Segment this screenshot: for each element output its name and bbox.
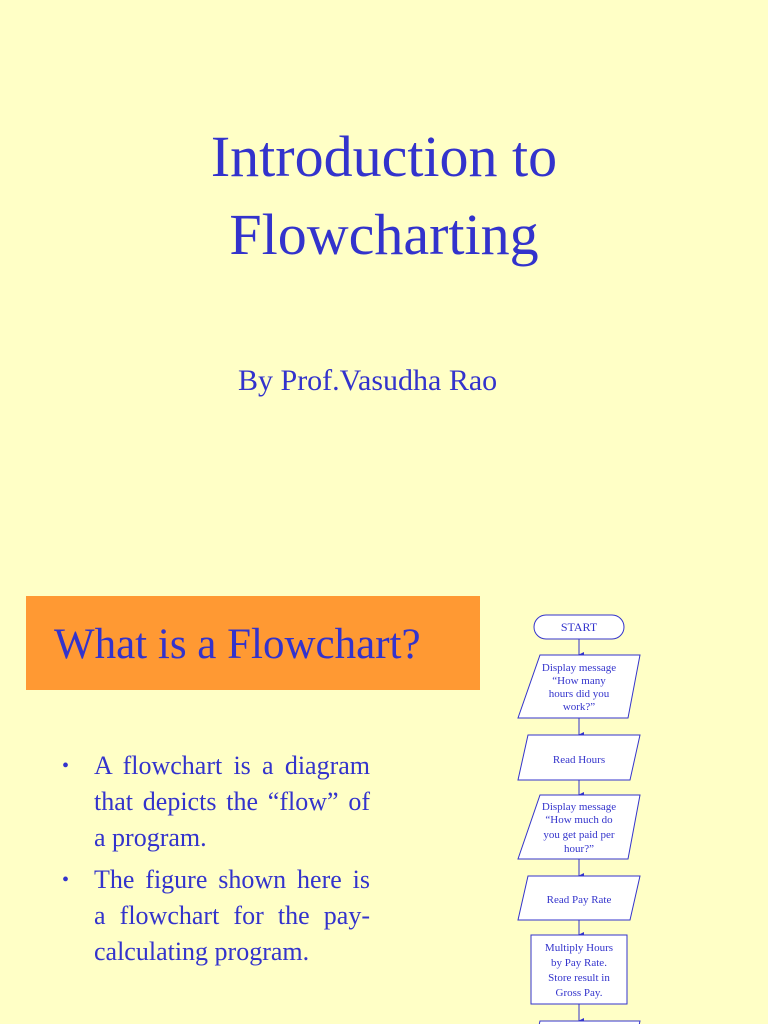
title-line-2: Flowcharting	[229, 202, 539, 267]
display-2-line-2: “How much do	[545, 814, 613, 826]
bullet-text: A flowchart is a diagram that depicts the “flow” of a program.	[94, 751, 370, 852]
display-2-line-4: hour?”	[564, 843, 594, 855]
process-line-3: Store result in	[548, 972, 610, 984]
display-1-line-4: work?”	[562, 701, 596, 713]
read-hours-label: Read Hours	[552, 754, 606, 766]
bullet-item	[58, 748, 370, 856]
slide-title	[0, 118, 768, 274]
title-line-1: Introduction to	[210, 124, 558, 189]
author-subtitle: By Prof.Vasudha Rao	[238, 364, 498, 397]
display-1-line-2: “How many	[552, 675, 606, 687]
read-pay-rate-label: Read Pay Rate	[546, 894, 612, 906]
display-1-line-1: Display message	[541, 662, 617, 674]
flowchart-diagram	[510, 605, 670, 1024]
slide-heading: What is a Flowchart?	[54, 621, 421, 668]
bullet-icon: •	[62, 755, 70, 777]
start-label: START	[560, 620, 598, 634]
bullet-item	[58, 862, 370, 970]
display-2-line-3: you get paid per	[543, 829, 615, 841]
bullet-text: The figure shown here is a flowchart for the pay-calculating program.	[94, 865, 370, 966]
process-line-1: Multiply Hours	[544, 942, 614, 954]
process-line-2: by Pay Rate.	[551, 957, 607, 969]
bullet-list	[58, 748, 370, 976]
display-1-line-3: hours did you	[548, 688, 610, 700]
bullet-icon: •	[62, 869, 70, 891]
heading-banner	[26, 596, 480, 690]
process-line-4: Gross Pay.	[555, 987, 603, 999]
display-2-line-1: Display message	[541, 801, 617, 813]
